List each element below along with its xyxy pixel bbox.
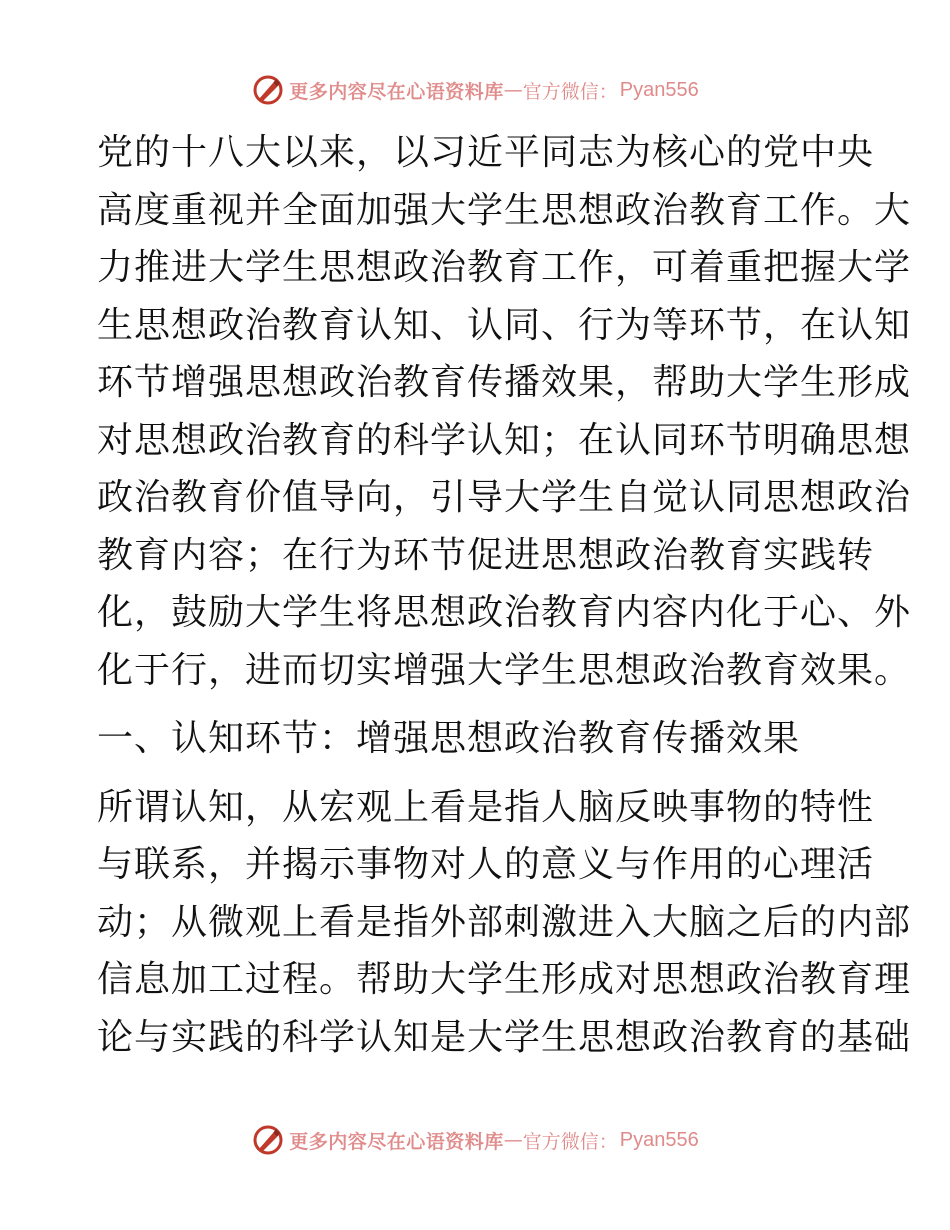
text-line: 信息加工过程。帮助大学生形成对思想政治教育理 <box>97 959 912 1000</box>
paragraph-cognition <box>97 779 912 1067</box>
watermark-separator: — <box>503 79 523 101</box>
text-line: 化，鼓励大学生将思想政治教育内容内化于心、外 <box>97 592 912 633</box>
text-line: 政治教育价值导向，引导大学生自觉认同思想政治 <box>97 477 912 518</box>
pen-logo-icon <box>251 73 285 107</box>
section-heading: 一、认知环节：增强思想政治教育传播效果 <box>97 718 801 759</box>
document-body <box>97 124 912 1066</box>
watermark-separator: — <box>503 1129 523 1151</box>
text-line: 动；从微观上看是指外部刺激进入大脑之后的内部 <box>97 901 912 943</box>
text-line: 高度重视并全面加强大学生思想政治教育工作。大 <box>97 189 912 231</box>
text-line: 环节增强思想政治教育传播效果，帮助大学生形成 <box>97 362 912 403</box>
watermark-text: 更多内容尽在心语资料库 <box>289 1130 504 1153</box>
text-line: 力推进大学生思想政治教育工作，可着重把握大学 <box>97 247 912 288</box>
pen-logo-icon <box>251 1123 285 1157</box>
text-line: 党的十八大以来，以习近平同志为核心的党中央 <box>97 132 875 173</box>
text-line: 论与实践的科学认知是大学生思想政治教育的基础 <box>97 1016 912 1058</box>
watermark-wechat-id: Pyan556 <box>619 78 699 101</box>
watermark-wechat-id: Pyan556 <box>619 1128 699 1151</box>
watermark-text: 更多内容尽在心语资料库 <box>289 80 504 103</box>
text-line: 所谓认知，从宏观上看是指人脑反映事物的特性 <box>97 786 875 828</box>
text-line: 教育内容；在行为环节促进思想政治教育实践转 <box>97 534 875 576</box>
text-line: 化于行，进而切实增强大学生思想政治教育效果。 <box>97 649 912 691</box>
watermark-wechat-label: 官方微信： <box>522 80 618 103</box>
text-line: 与联系，并揭示事物对人的意义与作用的心理活 <box>97 844 875 885</box>
watermark-wechat-label: 官方微信： <box>522 1130 618 1153</box>
text-line: 对思想政治教育的科学认知；在认同环节明确思想 <box>97 419 912 461</box>
text-line: 生思想政治教育认知、认同、行为等环节，在认知 <box>97 304 912 346</box>
footer-watermark <box>0 1120 950 1160</box>
paragraph-intro <box>97 124 912 699</box>
header-watermark <box>0 70 950 110</box>
